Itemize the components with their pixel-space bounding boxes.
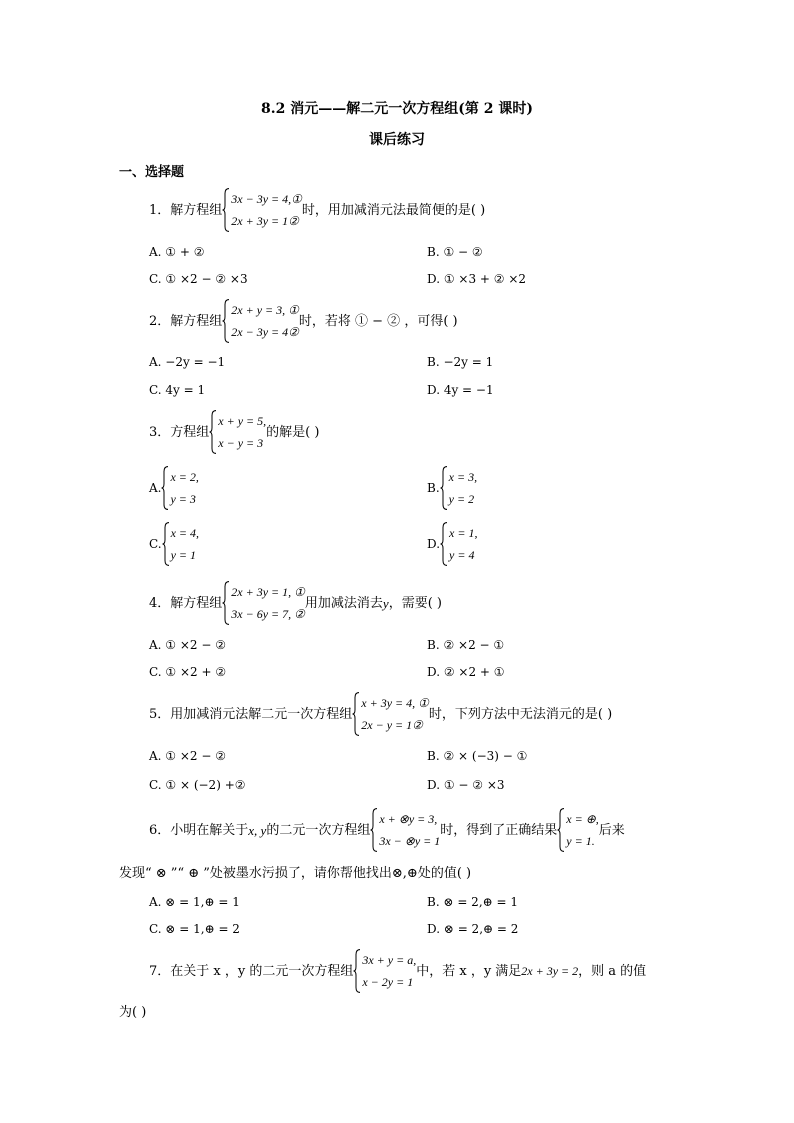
solution-y: y = 4 — [449, 548, 475, 562]
equation-1: x + ⊗y = 3, — [379, 812, 438, 826]
option-d: D. ② ×2 + ① — [427, 665, 505, 679]
option-b — [427, 466, 477, 510]
option-b: B. ⊗ = 2,⊕ = 1 — [427, 895, 519, 909]
question-6-mid: 时，得到了正确结果 — [440, 822, 558, 838]
option-c — [149, 522, 199, 566]
question-2-stem: 2．解方程组 — [149, 313, 223, 329]
result-y: y = 1. — [566, 834, 595, 848]
option-d: D. ⊗ = 2,⊕ = 2 — [427, 922, 519, 936]
equation-system — [353, 949, 416, 993]
question-4-suffix: 用加减法消去 — [304, 595, 383, 611]
option-label: D. — [427, 537, 441, 551]
brace-icon — [557, 808, 565, 852]
question-3-stem: 3．方程组 — [149, 424, 210, 440]
solution-x: x = 2, — [170, 470, 199, 484]
option-c: C. ① ×2 + ② — [149, 665, 227, 679]
brace-icon — [353, 949, 361, 993]
option-b: B. ② ×2 − ① — [427, 638, 505, 652]
equation-2: 2x − 3y = 4② — [231, 325, 299, 339]
equation-2: x − 2y = 1 — [362, 975, 414, 989]
equation-system — [370, 808, 440, 852]
equation-system — [222, 581, 305, 625]
question-4 — [149, 581, 442, 625]
question-7 — [149, 949, 646, 993]
option-d: D. ① − ② ×3 — [427, 778, 505, 792]
brace-icon — [209, 410, 217, 454]
option-a: A. ① ×2 − ② — [149, 638, 226, 652]
solution-system — [162, 522, 199, 566]
question-1 — [149, 188, 485, 232]
question-5 — [149, 692, 612, 736]
equation-system — [352, 692, 429, 736]
question-2-suffix: 时，若将 ① − ② ，可得( ) — [298, 313, 458, 329]
question-3 — [149, 410, 319, 454]
question-6-stem-2: 的二元一次方程组 — [266, 822, 371, 838]
question-1-suffix: 时，用加减消元法最简便的是( ) — [301, 202, 486, 218]
result-x: x = ⊕, — [566, 812, 599, 826]
section-title: 一、选择题 — [119, 165, 185, 180]
question-6-line-2: 发现“ ⊗ ”“ ⊕ ”处被墨水污损了，请你帮他找出⊗,⊕处的值( ) — [119, 866, 472, 881]
question-7-mid: 中，若 x ，y 满足 — [416, 963, 522, 979]
equation-system — [222, 188, 302, 232]
question-7-stem: 7．在关于 x ，y 的二元一次方程组 — [149, 963, 354, 979]
question-6-tail: 后来 — [598, 822, 625, 838]
option-a: A. ① + ② — [149, 245, 205, 259]
option-b: B. ② × (−3) − ① — [427, 749, 528, 763]
equation-1: x + 3y = 4, ① — [361, 696, 429, 710]
solution-y: y = 2 — [448, 492, 475, 506]
question-7-tail: ，则 a 的值 — [578, 963, 647, 979]
equation-2: 3x − ⊗y = 1 — [379, 834, 441, 848]
result-system — [557, 808, 598, 852]
option-label: C. — [149, 537, 162, 551]
solution-y: y = 3 — [170, 492, 196, 506]
variables: x, y — [248, 822, 267, 838]
brace-icon — [162, 522, 170, 566]
solution-x: x = 1, — [449, 526, 478, 540]
option-label: B. — [427, 481, 440, 495]
page-title: 8.2 消元——解二元一次方程组(第 2 课时) — [261, 101, 533, 117]
option-a: A. −2y = −1 — [149, 355, 226, 369]
equation-1: x + y = 5, — [218, 414, 267, 428]
solution-x: x = 3, — [448, 470, 478, 484]
brace-icon — [222, 188, 230, 232]
option-b: B. −2y = 1 — [427, 355, 494, 369]
option-c: C. 4y = 1 — [149, 383, 206, 397]
equation-2: 2x − y = 1② — [361, 718, 423, 732]
question-7-line-2: 为( ) — [119, 1005, 147, 1020]
option-a: A. ⊗ = 1,⊕ = 1 — [149, 895, 240, 909]
brace-icon — [222, 581, 230, 625]
brace-icon — [440, 466, 448, 510]
option-label: A. — [149, 481, 162, 495]
question-5-stem: 5．用加减消元法解二元一次方程组 — [149, 706, 353, 722]
solution-system — [161, 466, 198, 510]
question-4-tail: ，需要( ) — [388, 595, 442, 611]
option-b: B. ① − ② — [427, 245, 483, 259]
equation-system — [222, 299, 299, 343]
brace-icon — [222, 299, 230, 343]
solution-system — [440, 522, 477, 566]
option-d: D. 4y = −1 — [427, 383, 494, 397]
question-6-stem: 6．小明在解关于 — [149, 822, 249, 838]
equation-system — [209, 410, 266, 454]
option-a: A. ① ×2 − ② — [149, 749, 226, 763]
brace-icon — [352, 692, 360, 736]
option-d — [427, 522, 477, 566]
option-c: C. ① ×2 − ② ×3 — [149, 272, 248, 286]
brace-icon — [440, 522, 448, 566]
question-6 — [149, 808, 625, 852]
equation-2: 3x − 6y = 7, ② — [231, 607, 305, 621]
solution-y: y = 1 — [170, 548, 197, 562]
solution-system — [440, 466, 477, 510]
page-subtitle: 课后练习 — [369, 132, 425, 148]
equation-1: 2x + y = 3, ① — [231, 303, 299, 317]
question-2 — [149, 299, 458, 343]
option-c: C. ① × (−2) +② — [149, 778, 246, 792]
option-a — [149, 466, 199, 510]
brace-icon — [161, 466, 169, 510]
question-3-suffix: 的解是( ) — [266, 424, 320, 440]
equation-2: 2x + 3y = 1② — [231, 214, 299, 228]
equation-1: 2x + 3y = 1, ① — [231, 585, 305, 599]
question-1-stem: 1．解方程组 — [149, 202, 223, 218]
equation-2: x − y = 3 — [218, 436, 264, 450]
equation-1: 3x − 3y = 4,① — [231, 192, 302, 206]
variable: y — [382, 595, 389, 611]
question-5-suffix: 时，下列方法中无法消元的是( ) — [428, 706, 613, 722]
option-d: D. ① ×3 + ② ×2 — [427, 272, 527, 286]
solution-x: x = 4, — [170, 526, 200, 540]
question-4-stem: 4．解方程组 — [149, 595, 223, 611]
option-c: C. ⊗ = 1,⊕ = 2 — [149, 922, 240, 936]
brace-icon — [370, 808, 378, 852]
equation-1: 3x + y = a, — [362, 953, 417, 967]
condition: 2x + 3y = 2 — [521, 964, 579, 978]
